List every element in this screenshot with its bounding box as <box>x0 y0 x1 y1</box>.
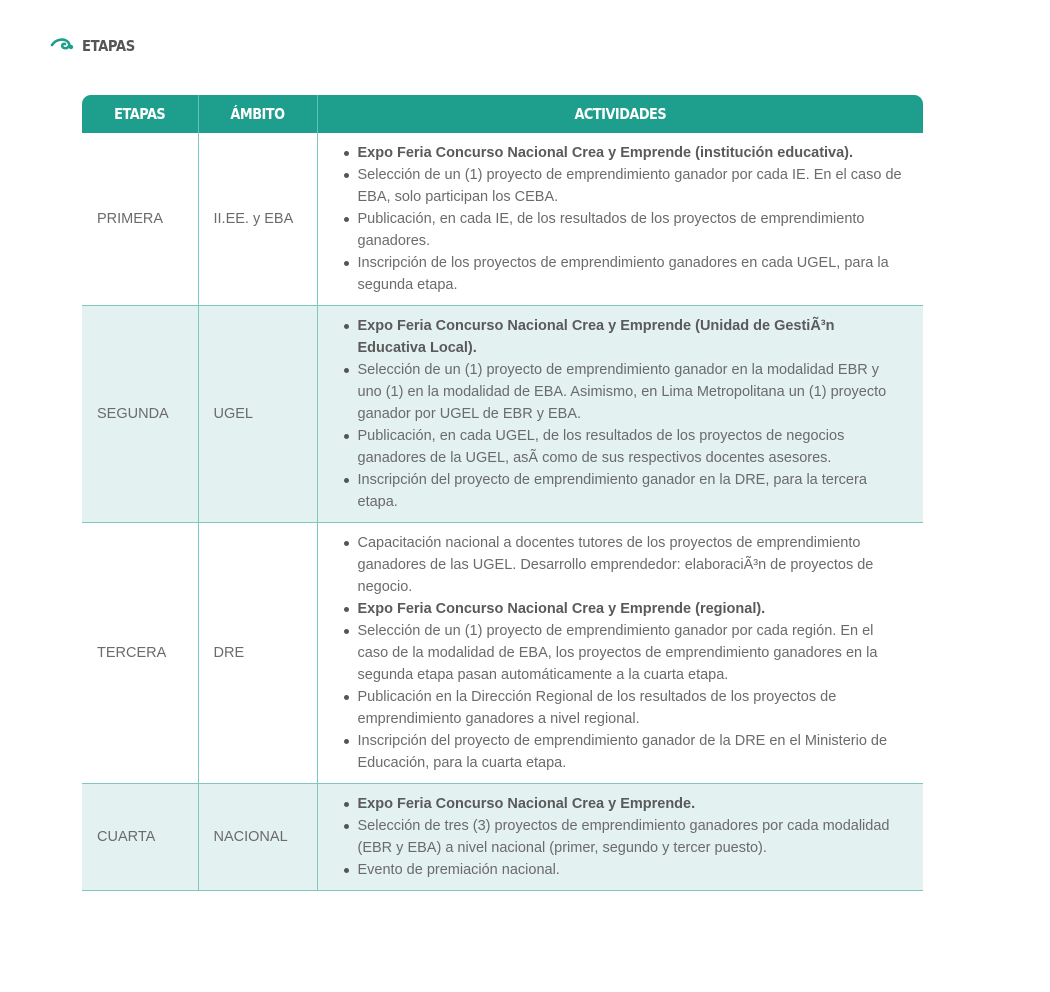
section-header <box>50 34 142 58</box>
activities-list <box>340 142 904 296</box>
stage-cell: SEGUNDA <box>82 306 198 523</box>
activities-list <box>340 532 904 774</box>
header-actividades: ACTIVIDADES <box>317 95 923 133</box>
list-item: Selección de un (1) proyecto de emprendimiento ganador por cada región. En el caso de la modalidad de EBA, los proyectos de emprendimiento ganadores en la segunda etapa pasan automáticamente a la cuarta etapa. <box>358 620 904 686</box>
list-item: Selección de un (1) proyecto de emprendimiento ganador en la modalidad EBR y uno (1) en la modalidad de EBA. Asimismo, en Lima Metropolitana un (1) proyecto ganador por UGEL de EBR y EBA. <box>358 359 904 425</box>
table-row <box>82 523 923 784</box>
list-item: Publicación en la Dirección Regional de los resultados de los proyectos de emprendimiento ganadores a nivel regional. <box>358 686 904 730</box>
stage-cell: TERCERA <box>82 523 198 784</box>
activities-cell <box>317 306 923 523</box>
table-row <box>82 784 923 891</box>
list-item: Inscripción de los proyectos de emprendimiento ganadores en cada UGEL, para la segunda etapa. <box>358 252 904 296</box>
stage-cell: CUARTA <box>82 784 198 891</box>
scope-cell: UGEL <box>198 306 317 523</box>
activities-list <box>340 793 904 881</box>
scope-cell: NACIONAL <box>198 784 317 891</box>
list-item: Expo Feria Concurso Nacional Crea y Emprende. <box>358 793 904 815</box>
activities-cell <box>317 133 923 306</box>
list-item: Publicación, en cada UGEL, de los resultados de los proyectos de negocios ganadores de la UGEL, asÃ como de sus respectivos docentes asesores. <box>358 425 904 469</box>
stages-table <box>82 95 923 891</box>
table-row <box>82 133 923 306</box>
stage-cell: PRIMERA <box>82 133 198 306</box>
section-title: ETAPAS <box>82 37 135 55</box>
swirl-icon <box>50 35 82 58</box>
list-item: Expo Feria Concurso Nacional Crea y Emprende (institución educativa). <box>358 142 904 164</box>
activities-cell <box>317 784 923 891</box>
activities-list <box>340 315 904 513</box>
list-item: Selección de un (1) proyecto de emprendimiento ganador por cada IE. En el caso de EBA, solo participan los CEBA. <box>358 164 904 208</box>
list-item: Inscripción del proyecto de emprendimiento ganador en la DRE, para la tercera etapa. <box>358 469 904 513</box>
table-header-row <box>82 95 923 133</box>
list-item: Evento de premiación nacional. <box>358 859 904 881</box>
list-item: Expo Feria Concurso Nacional Crea y Emprende (Unidad de GestiÃ³n Educativa Local). <box>358 315 904 359</box>
list-item: Expo Feria Concurso Nacional Crea y Emprende (regional). <box>358 598 904 620</box>
scope-cell: II.EE. y EBA <box>198 133 317 306</box>
list-item: Publicación, en cada IE, de los resultados de los proyectos de emprendimiento ganadores. <box>358 208 904 252</box>
header-ambito: ÁMBITO <box>198 95 317 133</box>
list-item: Selección de tres (3) proyectos de emprendimiento ganadores por cada modalidad (EBR y EBA) a nivel nacional (primer, segundo y tercer puesto). <box>358 815 904 859</box>
header-etapas: ETAPAS <box>82 95 198 133</box>
table-row <box>82 306 923 523</box>
list-item: Inscripción del proyecto de emprendimiento ganador de la DRE en el Ministerio de Educación, para la cuarta etapa. <box>358 730 904 774</box>
scope-cell: DRE <box>198 523 317 784</box>
activities-cell <box>317 523 923 784</box>
list-item: Capacitación nacional a docentes tutores de los proyectos de emprendimiento ganadores de las UGEL. Desarrollo emprendedor: elaboraciÃ³n de proyectos de negocio. <box>358 532 904 598</box>
